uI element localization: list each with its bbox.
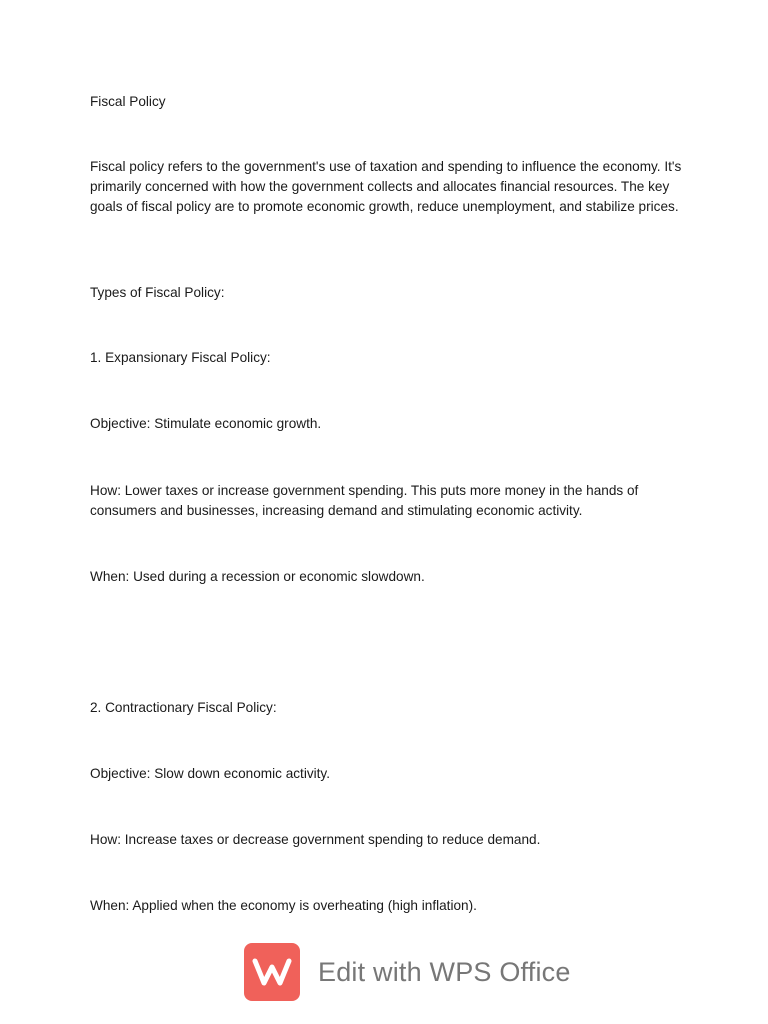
- expansionary-objective: Objective: Stimulate economic growth.: [90, 416, 322, 431]
- contractionary-when: When: Applied when the economy is overheating (high inflation).: [90, 898, 477, 913]
- contractionary-heading: 2. Contractionary Fiscal Policy:: [90, 700, 277, 715]
- edit-with-wps-banner[interactable]: [244, 942, 571, 1002]
- expansionary-heading: 1. Expansionary Fiscal Policy:: [90, 350, 271, 365]
- document-title: Fiscal Policy: [90, 94, 166, 109]
- contractionary-objective: Objective: Slow down economic activity.: [90, 766, 331, 781]
- edit-with-wps-label[interactable]: Edit with WPS Office: [318, 957, 571, 987]
- expansionary-how: How: Lower taxes or increase government spending. This puts more money in the hands of consumers and businesses, increasing demand and stimulating economic activity.: [90, 483, 639, 518]
- contractionary-how: How: Increase taxes or decrease government spending to reduce demand.: [90, 832, 541, 847]
- wps-w-logo-icon: [244, 943, 300, 1001]
- types-heading: Types of Fiscal Policy:: [90, 285, 225, 300]
- expansionary-when: When: Used during a recession or economic slowdown.: [90, 569, 425, 584]
- intro-paragraph: Fiscal policy refers to the government's use of taxation and spending to influence the economy. It's primarily concerned with how the government collects and allocates financial resources. The key goals of fiscal policy are to promote economic growth, reduce unemployment, and stabilize prices.: [90, 159, 682, 214]
